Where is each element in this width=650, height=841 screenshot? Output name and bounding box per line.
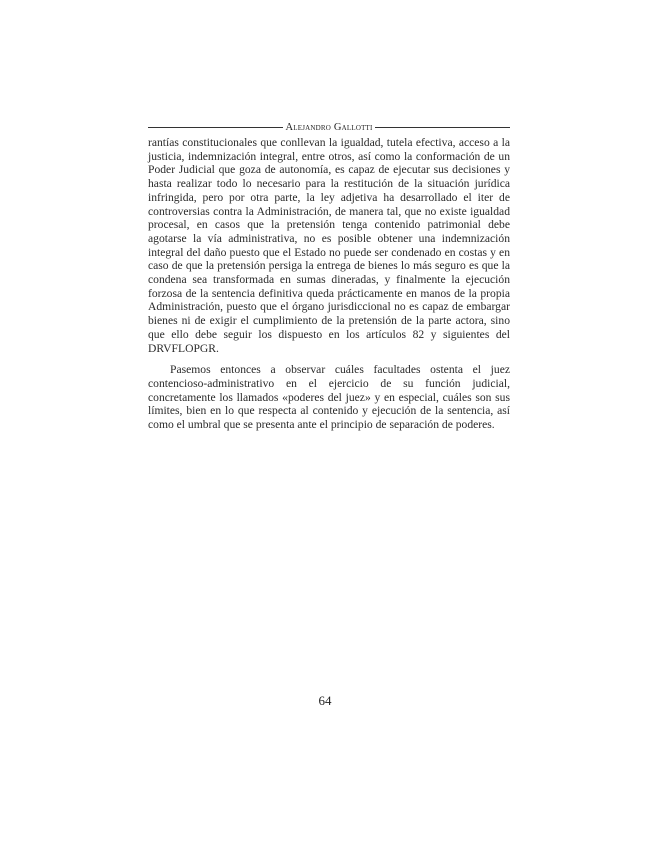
header-rule-left	[148, 127, 283, 128]
paragraph-2: Pasemos entonces a observar cuáles facultades ostenta el juez contencioso-administrativo en el ejercicio de su función judicial, concretamente los llamados «poderes del juez» y en especial, cuáles son sus límites, bien en lo que respecta al contenido y ejecución de la sentencia, así como el umbral que se presenta ante el principio de separación de poderes.	[148, 363, 510, 432]
header-author: Alejandro Gallotti	[285, 121, 373, 133]
header-rule-right	[375, 127, 510, 128]
page-number: 64	[318, 693, 332, 708]
running-header	[148, 120, 510, 134]
paragraph-1: rantías constitucionales que conllevan la igualdad, tutela efectiva, acceso a la justicia, indemnización integral, entre otros, así como la conformación de un Poder Judicial que goza de autonomía, es capaz de ejecutar sus decisiones y hasta realizar todo lo necesario para la restitución de la situación jurídica infringida, pero por otra parte, la ley adjetiva ha desarrollado el iter de controversias contra la Administración, de manera tal, que no existe igualdad procesal, en casos que la pretensión tenga contenido patrimonial debe agotarse la vía administrativa, no es posible obtener una indemnización integral del daño puesto que el Estado no puede ser condenado en costas y en caso de que la pretensión persiga la entrega de bienes lo más seguro es que la condena sea transformada en sumas dineradas, y finalmente la ejecución forzosa de la sentencia definitiva queda prácticamente en manos de la propia Administración, puesto que el órgano jurisdiccional no es capaz de embargar bienes ni de exigir el cumplimiento de la pretensión de la parte actora, sino que ello debe seguir los dispuesto en los artículos 82 y siguientes del DRVFLOPGR.	[148, 136, 510, 355]
body-text	[148, 136, 510, 432]
